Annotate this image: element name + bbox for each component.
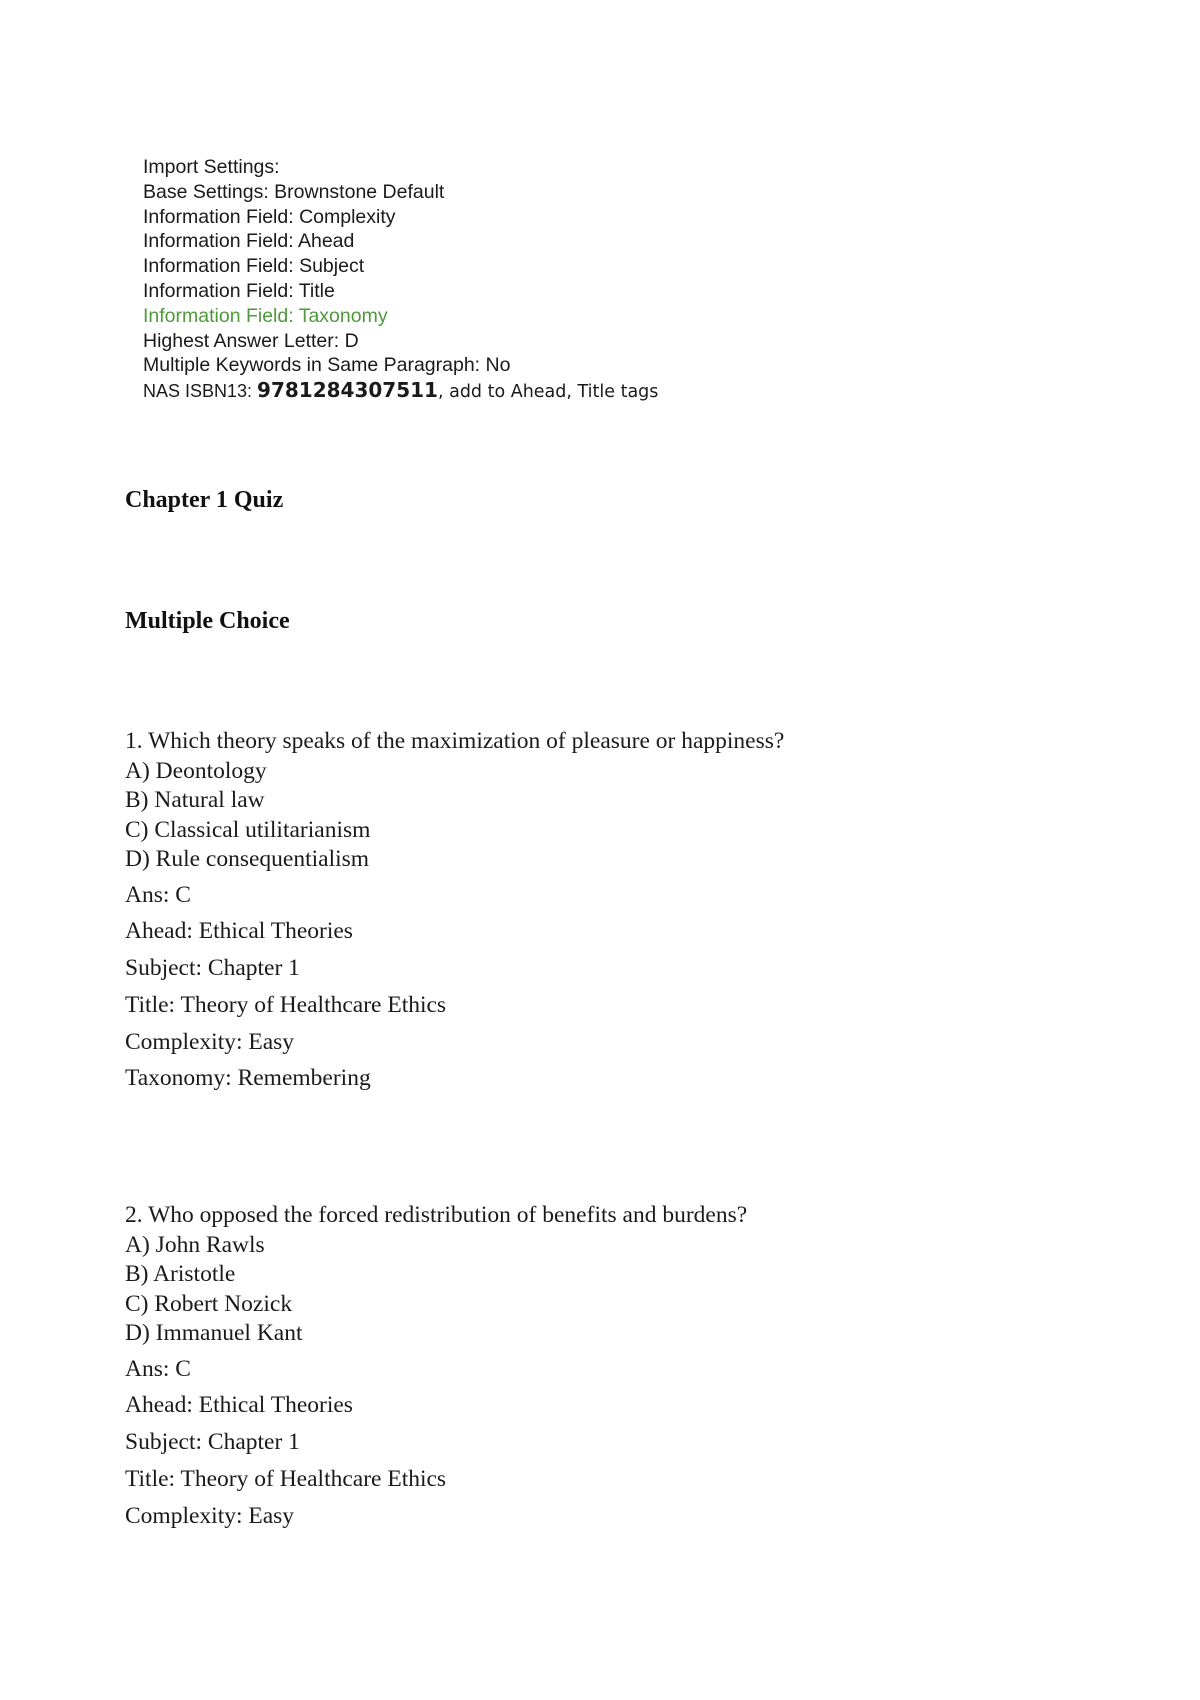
answer-option: D) Immanuel Kant xyxy=(125,1320,303,1346)
subject-tag: Subject: Chapter 1 xyxy=(125,1429,300,1456)
isbn-suffix: , add to Ahead, Title tags xyxy=(437,382,659,403)
answer-option: C) Robert Nozick xyxy=(125,1290,293,1317)
section-title: Multiple Choice xyxy=(125,608,290,634)
question-stem: 1. Which theory speaks of the maximization of pleasure or happiness? xyxy=(125,728,785,754)
answer-key: Ans: C xyxy=(125,881,191,908)
info-field-taxonomy: Information Field: Taxonomy xyxy=(143,304,388,327)
answer-option: A) John Rawls xyxy=(125,1231,265,1258)
title-tag: Title: Theory of Healthcare Ethics xyxy=(125,1465,447,1492)
complexity-tag: Complexity: Easy xyxy=(125,1028,295,1055)
answer-key: Ans: C xyxy=(125,1355,191,1382)
info-field-ahead: Information Field: Ahead xyxy=(143,230,355,253)
info-field-complexity: Information Field: Complexity xyxy=(143,205,396,228)
base-settings-line: Base Settings: Brownstone Default xyxy=(143,180,445,203)
answer-option: A) Deontology xyxy=(125,757,267,784)
info-field-subject: Information Field: Subject xyxy=(143,255,365,278)
answer-option: B) Natural law xyxy=(125,787,265,813)
question-stem: 2. Who opposed the forced redistribution of benefits and burdens? xyxy=(125,1202,748,1228)
subject-tag: Subject: Chapter 1 xyxy=(125,955,300,982)
isbn-label: NAS ISBN13: xyxy=(143,381,258,402)
question-2 xyxy=(125,1201,747,1534)
ahead-tag: Ahead: Ethical Theories xyxy=(125,1392,353,1419)
title-tag: Title: Theory of Healthcare Ethics xyxy=(125,991,447,1018)
import-settings xyxy=(143,155,658,405)
isbn-line xyxy=(143,378,658,405)
chapter-title: Chapter 1 Quiz xyxy=(125,487,284,513)
isbn-number: 9781284307511 xyxy=(257,378,438,403)
taxonomy-tag: Taxonomy: Remembering xyxy=(125,1065,371,1092)
multiple-keywords-line: Multiple Keywords in Same Paragraph: No xyxy=(143,354,511,377)
answer-option: C) Classical utilitarianism xyxy=(125,816,371,843)
ahead-tag: Ahead: Ethical Theories xyxy=(125,918,353,945)
question-1 xyxy=(125,727,784,1097)
info-field-title: Information Field: Title xyxy=(143,279,335,302)
import-settings-heading: Import Settings: xyxy=(143,156,280,178)
complexity-tag: Complexity: Easy xyxy=(125,1502,295,1529)
answer-option: B) Aristotle xyxy=(125,1261,236,1287)
highest-answer-letter: Highest Answer Letter: D xyxy=(143,329,359,352)
answer-option: D) Rule consequentialism xyxy=(125,846,370,872)
